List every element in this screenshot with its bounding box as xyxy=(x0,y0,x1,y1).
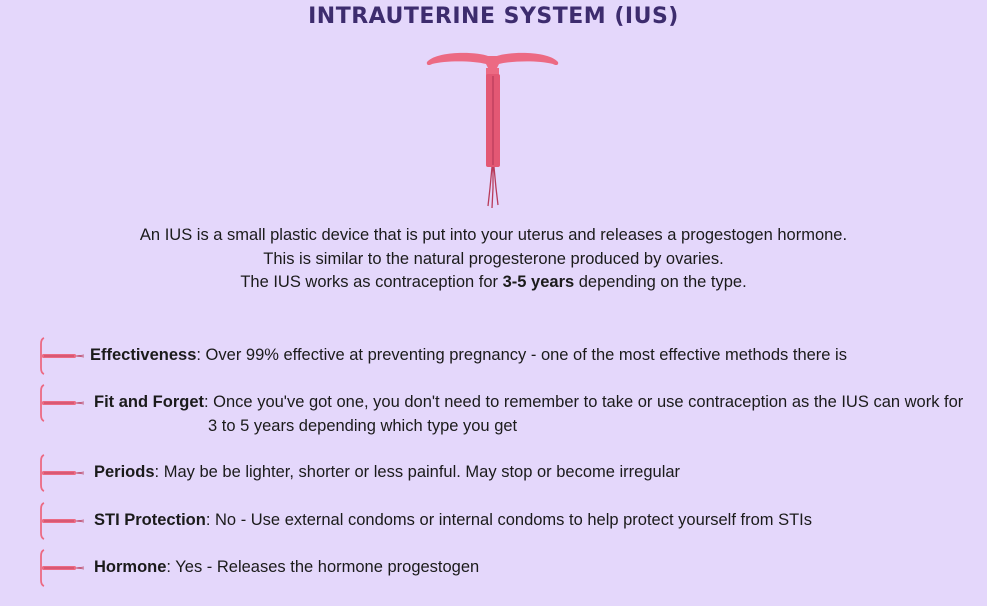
benefit-text xyxy=(94,461,680,485)
intro-line-1: An IUS is a small plastic device that is put into your uterus and releases a progestogen hormone. xyxy=(139,226,848,244)
benefit-term: Fit and Forget xyxy=(94,393,204,411)
benefit-term: STI Protection xyxy=(94,511,206,529)
benefit-fit-and-forget xyxy=(38,383,978,435)
benefit-description: : May be be lighter, shorter or less painful. May stop or become irregular xyxy=(154,463,681,481)
benefit-term: Hormone xyxy=(94,558,167,576)
benefit-description: : Over 99% effective at preventing pregnancy - one of the most effective methods there is xyxy=(196,346,847,364)
intro-line-3 xyxy=(0,271,987,295)
benefit-term: Effectiveness xyxy=(90,346,197,364)
benefit-description: : Once you've got one, you don't need to remember to take or use contraception as the IUS can work for xyxy=(204,393,964,411)
benefit-text xyxy=(90,344,847,368)
benefit-hormone xyxy=(38,548,978,588)
benefit-effectiveness xyxy=(38,336,978,376)
ius-device-icon xyxy=(420,48,565,210)
ius-bullet-icon xyxy=(38,501,86,541)
intro-line-2: This is similar to the natural progesterone produced by ovaries. xyxy=(263,249,724,268)
benefit-continuation: 3 to 5 years depending which type you get xyxy=(208,416,518,435)
benefit-text xyxy=(94,556,479,580)
intro-text xyxy=(0,224,987,295)
benefit-text xyxy=(94,509,812,533)
intro-line-3-start: The IUS works as contraception for xyxy=(240,273,503,291)
benefit-term: Periods xyxy=(94,463,155,481)
ius-bullet-icon xyxy=(38,453,86,493)
benefit-description: : No - Use external condoms or internal condoms to help protect yourself from STIs xyxy=(205,511,813,529)
ius-bullet-icon xyxy=(38,383,86,423)
page-title: INTRAUTERINE SYSTEM (IUS) xyxy=(308,4,679,29)
benefit-periods xyxy=(38,453,978,493)
intro-line-3-end: depending on the type. xyxy=(574,273,747,291)
benefit-sti-protection xyxy=(38,501,978,541)
ius-bullet-icon xyxy=(38,336,86,376)
benefit-text xyxy=(94,391,963,438)
ius-bullet-icon xyxy=(38,548,86,588)
duration-highlight: 3-5 years xyxy=(502,273,575,291)
benefit-description: : Yes - Releases the hormone progestogen xyxy=(166,558,480,576)
